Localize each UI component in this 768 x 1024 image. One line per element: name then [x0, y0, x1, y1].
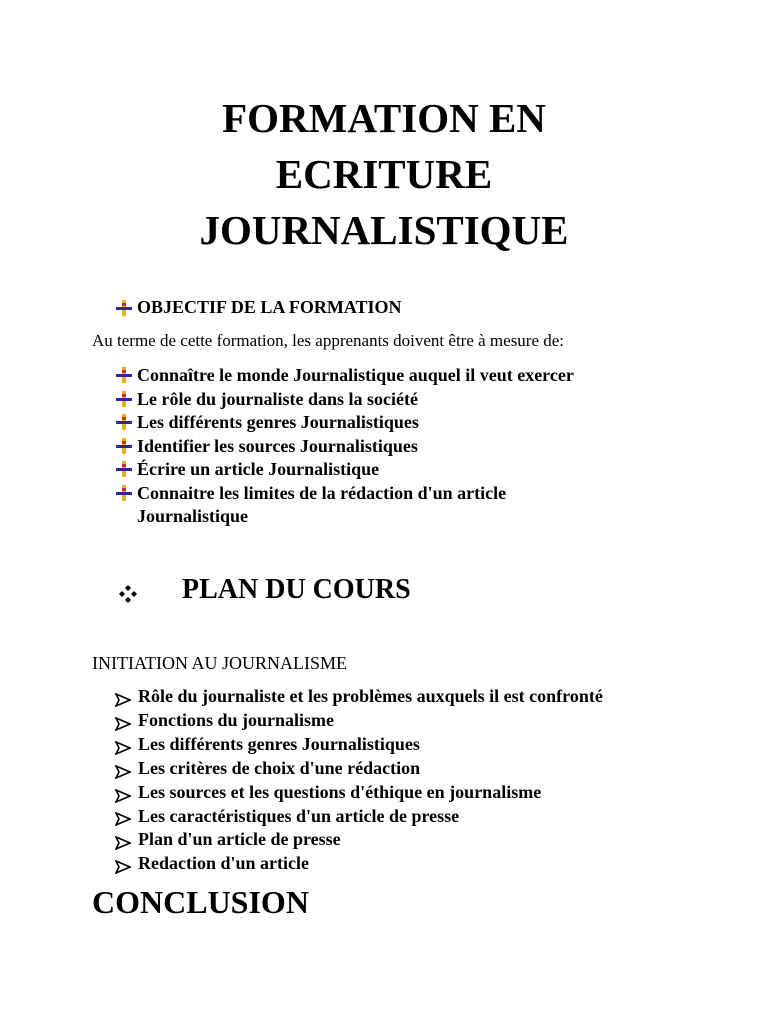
- arrow-bullet-icon: [115, 690, 131, 704]
- section-heading: INITIATION AU JOURNALISME: [92, 653, 347, 673]
- plus-bullet-icon: [115, 390, 133, 408]
- plan-list: [115, 685, 603, 876]
- document-title: [0, 90, 768, 258]
- list-item: [115, 458, 574, 482]
- arrow-bullet-icon: [115, 857, 131, 871]
- plan-heading-row: [118, 574, 411, 606]
- list-item-text: Connaître le monde Journalistique auquel il veut exercer: [137, 365, 574, 385]
- list-item-text: Les critères de choix d'une rédaction: [138, 757, 421, 778]
- title-line-3: JOURNALISTIQUE: [199, 207, 569, 253]
- list-item: [115, 435, 574, 459]
- list-item: [115, 411, 574, 435]
- list-item: [115, 709, 603, 733]
- list-item: [115, 388, 574, 412]
- plus-bullet-icon: [115, 484, 133, 502]
- list-item: [115, 733, 603, 757]
- list-item-text: Les différents genres Journalistiques: [137, 412, 419, 432]
- list-item: [115, 482, 574, 529]
- objective-list: [115, 364, 574, 529]
- objective-heading: OBJECTIF DE LA FORMATION: [137, 297, 402, 317]
- list-item: [115, 852, 603, 876]
- plus-bullet-icon: [115, 299, 133, 317]
- list-item-text: Identifier les sources Journalistiques: [137, 435, 418, 456]
- list-item-text: Les caractéristiques d'un article de presse: [138, 805, 460, 826]
- list-item-text: Les sources et les questions d'éthique en journalisme: [138, 781, 542, 802]
- plus-bullet-icon: [115, 437, 133, 455]
- arrow-bullet-icon: [115, 738, 131, 752]
- list-item-text: Les différents genres Journalistiques: [138, 733, 420, 754]
- list-item: [115, 828, 603, 852]
- list-item: [115, 685, 603, 709]
- list-item: [115, 364, 574, 388]
- list-item-text: Fonctions du journalisme: [138, 709, 335, 730]
- plan-heading: PLAN DU COURS: [182, 574, 411, 605]
- list-item-text: Le rôle du journaliste dans la société: [137, 388, 418, 409]
- objective-intro: Au terme de cette formation, les apprenants doivent être à mesure de:: [92, 331, 565, 350]
- list-item-text: [137, 482, 506, 529]
- list-item: [115, 805, 603, 829]
- list-item: [115, 757, 603, 781]
- arrow-bullet-icon: [115, 833, 131, 847]
- list-item-line-1: Connaitre les limites de la rédaction d'un article: [137, 482, 507, 503]
- diamond-cluster-icon: [118, 580, 138, 600]
- title-line-2: ECRITURE: [275, 151, 493, 197]
- list-item: [115, 781, 603, 805]
- plus-bullet-icon: [115, 413, 133, 431]
- plus-bullet-icon: [115, 460, 133, 478]
- arrow-bullet-icon: [115, 786, 131, 800]
- arrow-bullet-icon: [115, 762, 131, 776]
- arrow-bullet-icon: [115, 809, 131, 823]
- list-item-text: Écrire un article Journalistique: [137, 459, 380, 479]
- arrow-bullet-icon: [115, 714, 131, 728]
- list-item-text: Redaction d'un article: [138, 853, 309, 874]
- list-item-text: Plan d'un article de presse: [138, 829, 341, 850]
- conclusion-heading: CONCLUSION: [92, 884, 309, 920]
- list-item-text: Rôle du journaliste et les problèmes auxquels il est confronté: [138, 686, 603, 706]
- list-item-line-2: Journalistique: [137, 506, 249, 526]
- title-line-1: FORMATION EN: [222, 95, 546, 141]
- objective-heading-row: [115, 297, 402, 318]
- plus-bullet-icon: [115, 366, 133, 384]
